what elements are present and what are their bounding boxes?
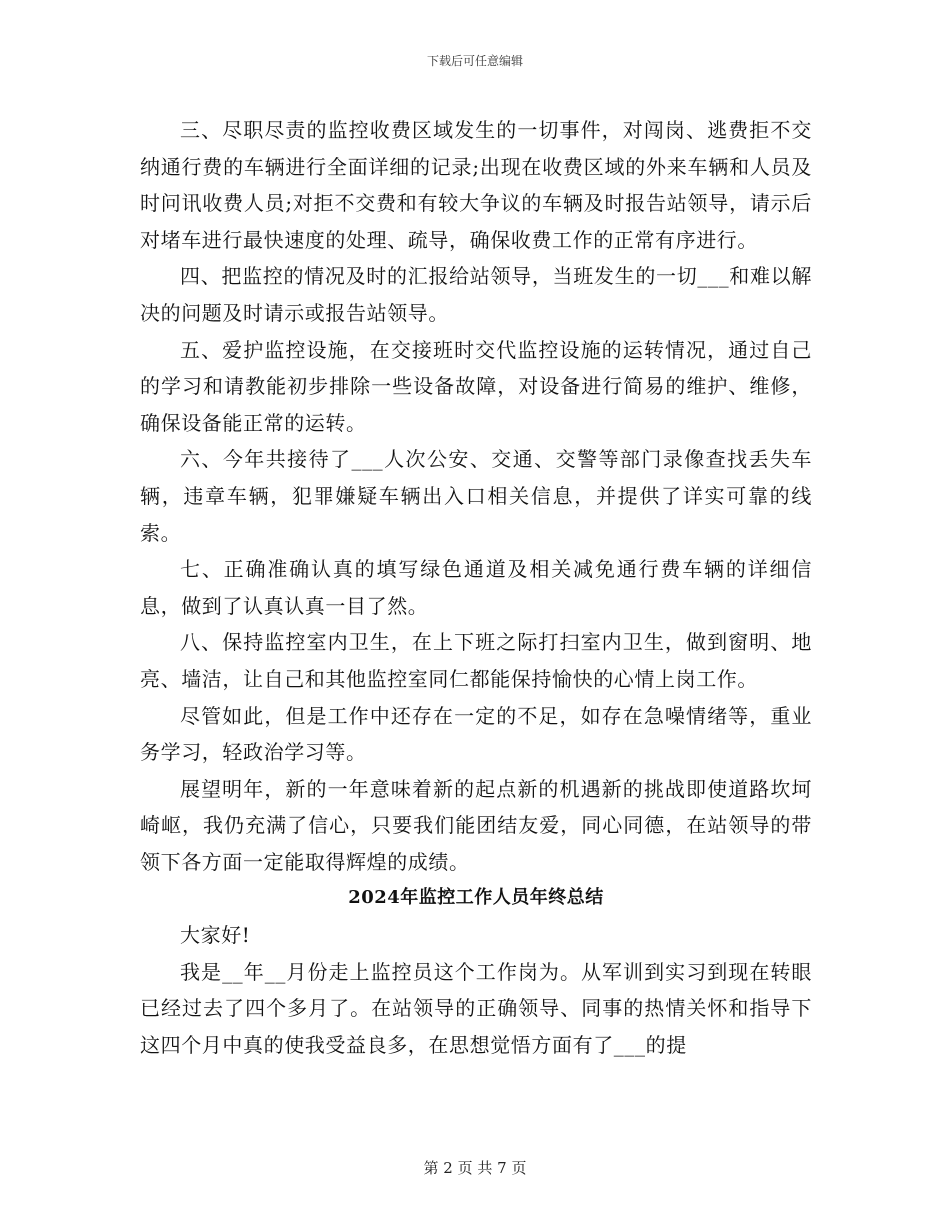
paragraph: 大家好! xyxy=(180,923,251,948)
paragraph: 七、正确准确认真的填写绿色通道及相关减免通行费车辆的详细信息，做到了认真认真一目了然。 xyxy=(140,557,812,618)
paragraph: 三、尽职尽责的监控收费区域发生的一切事件，对闯岗、逃费拒不交纳通行费的车辆进行全面详细的记录;出现在收费区域的外来车辆和人员及时问讯收费人员;对拒不交费和有较大争议的车辆及时报告站领导，请示后对堵车进行最快速度的处理、疏导，确保收费工作的正常有序进行。 xyxy=(140,118,812,252)
page-footer: 第 2 页 共 7 页 xyxy=(423,1159,527,1177)
page-header: 下载后可任意编辑 xyxy=(426,54,523,68)
paragraph: 五、爱护监控设施，在交接班时交代监控设施的运转情况，通过自己的学习和请教能初步排除一些设备故障，对设备进行简易的维护、维修，确保设备能正常的运转。 xyxy=(140,337,812,435)
paragraph: 展望明年，新的一年意味着新的起点新的机遇新的挑战即使道路坎坷崎岖，我仍充满了信心，只要我们能团结友爱，同心同德，在站领导的带领下各方面一定能取得辉煌的成绩。 xyxy=(140,776,812,874)
document-body xyxy=(140,112,812,1063)
paragraph: 六、今年共接待了___人次公安、交通、交警等部门录像查找丢失车辆，违章车辆，犯罪嫌疑车辆出入口相关信息，并提供了详实可靠的线索。 xyxy=(140,447,812,545)
section-title: 2024年监控工作人员年终总结 xyxy=(348,887,604,909)
paragraph: 八、保持监控室内卫生，在上下班之际打扫室内卫生，做到窗明、地亮、墙洁，让自己和其他监控室同仁都能保持愉快的心情上岗工作。 xyxy=(140,630,812,691)
paragraph: 我是__年__月份走上监控员这个工作岗为。从军训到实习到现在转眼已经过去了四个多月了。在站领导的正确领导、同事的热情关怀和指导下这四个月中真的使我受益良多，在思想觉悟方面有了___的提 xyxy=(140,959,812,1057)
paragraph: 四、把监控的情况及时的汇报给站领导，当班发生的一切___和难以解决的问题及时请示或报告站领导。 xyxy=(140,264,812,325)
paragraph: 尽管如此，但是工作中还存在一定的不足，如存在急噪情绪等，重业务学习，轻政治学习等。 xyxy=(140,703,812,765)
